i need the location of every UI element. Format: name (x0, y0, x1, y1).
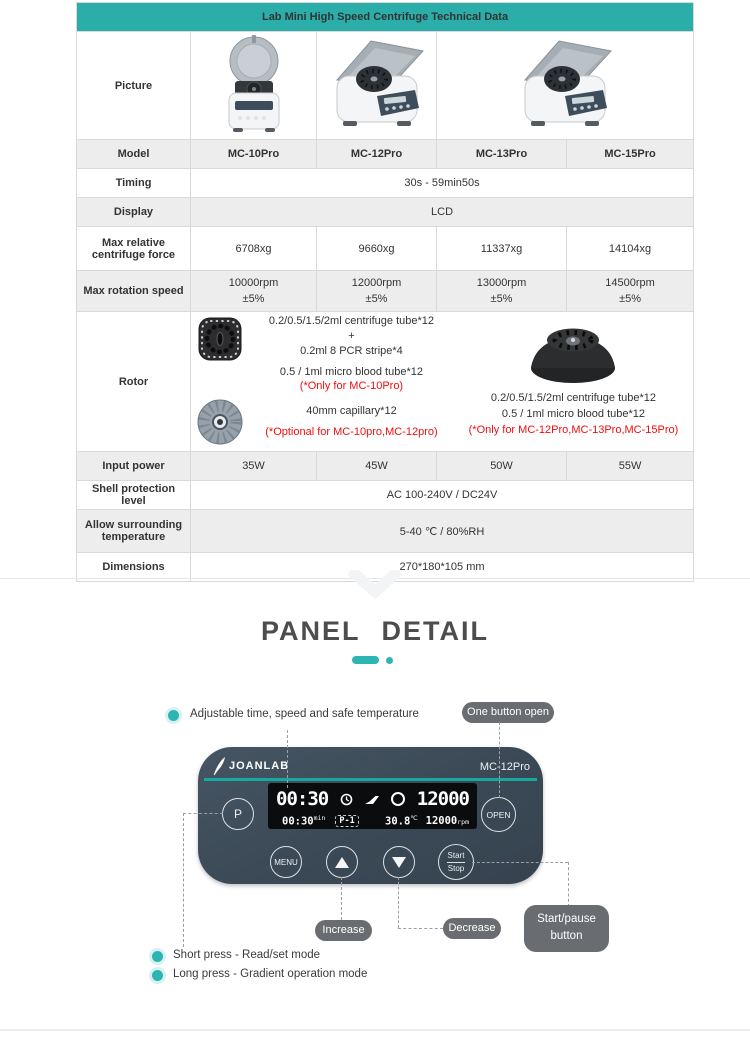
lcd-speed-small: 12000rpm (425, 814, 469, 827)
heading-underline-dot (386, 657, 393, 664)
centrifuge-front-illustration (214, 34, 294, 134)
model-cell: MC-13Pro (437, 140, 567, 169)
row-label-shell: Shell protection level (77, 481, 191, 510)
row-label-dimensions: Dimensions (77, 553, 191, 582)
capillary-rotor-icon (194, 396, 246, 449)
model-cell: MC-15Pro (567, 140, 694, 169)
square-rotor-icon (194, 314, 246, 365)
page-bottom-divider (0, 1029, 750, 1031)
lcd-temperature: 30.8℃ (385, 813, 418, 828)
lcd-program: P-1 (335, 815, 358, 827)
row-label-force: Max relative centrifuge force (77, 227, 191, 271)
callout-line-increase (341, 877, 342, 920)
callout-line-p-v (183, 813, 184, 947)
brand-name: JOANLAB (229, 760, 290, 772)
row-label-temperature: Allow surrounding temperature (77, 510, 191, 553)
table-title: Lab Mini High Speed Centrifuge Technical Data (77, 3, 694, 32)
speed-cell: 14500rpm ±5% (567, 271, 694, 312)
force-row (77, 227, 694, 271)
bullet-long-press: Long press - Gradient operation mode (173, 968, 368, 980)
callout-line-startpause-h (472, 862, 568, 863)
power-cell: 55W (567, 452, 694, 481)
heading-underline-dash (352, 656, 379, 664)
rotor-left-line1: 0.2/0.5/1.5/2ml centrifuge tube*12 (268, 315, 435, 327)
speed-cell: 12000rpm ±5% (317, 271, 437, 312)
menu-button[interactable]: MENU (270, 846, 302, 878)
rotor-left-plus: + (348, 329, 355, 342)
bullet-dot-icon (168, 710, 179, 721)
temperature-value: 5-40 ℃ / 80%RH (191, 510, 694, 553)
bullet-dot-icon (152, 951, 163, 962)
chevron-down-icon (345, 570, 405, 604)
model-row (77, 140, 694, 169)
rotor-angle-icon (364, 794, 380, 805)
rotor-capillary-line: 40mm capillary*12 (306, 405, 397, 418)
callout-adjustable: Adjustable time, speed and safe temperature (190, 708, 419, 720)
temperature-row (77, 510, 694, 553)
cone-rotor-icon (525, 314, 621, 391)
brand-logo (212, 756, 289, 776)
rotor-cell (191, 312, 694, 452)
bullet-dot-icon (152, 970, 163, 981)
badge-decrease: Decrease (443, 918, 501, 939)
rotor-capillary-note: (*Optional for MC-10pro,MC-12pro) (265, 426, 438, 439)
spec-table (76, 2, 694, 582)
callout-line-decrease-h (398, 928, 443, 929)
p-button[interactable]: P (222, 798, 254, 830)
bullet-short-press: Short press - Read/set mode (173, 949, 321, 961)
callout-line-p-h (183, 813, 223, 814)
model-cell: MC-12Pro (317, 140, 437, 169)
row-label-picture: Picture (77, 32, 191, 140)
centrifuge-open-illustration (509, 34, 621, 134)
timing-row (77, 169, 694, 198)
panel-detail-heading: PANEL DETAIL (260, 616, 489, 646)
force-cell: 9660xg (317, 227, 437, 271)
lcd-speed-big: 12000 (416, 788, 469, 810)
badge-startpause: Start/pause button (524, 905, 609, 952)
badge-increase: Increase (315, 920, 372, 941)
speed-row (77, 271, 694, 312)
arrow-down-icon (392, 857, 406, 868)
rotor-right-line1: 0.2/0.5/1.5/2ml centrifuge tube*12 (490, 392, 657, 404)
arrow-up-icon (335, 857, 349, 868)
row-label-timing: Timing (77, 169, 191, 198)
callout-line-startpause-v (568, 862, 569, 907)
shell-row (77, 481, 694, 510)
rotor-right-note: (*Only for MC-12Pro,MC-13Pro,MC-15Pro) (468, 423, 679, 436)
force-cell: 11337xg (437, 227, 567, 271)
force-cell: 6708xg (191, 227, 317, 271)
speed-cell: 10000rpm ±5% (191, 271, 317, 312)
display-row (77, 198, 694, 227)
product-photo-mc10pro (191, 32, 317, 140)
force-cell: 14104xg (567, 227, 694, 271)
power-cell: 50W (437, 452, 567, 481)
row-label-speed: Max rotation speed (77, 271, 191, 312)
increase-button[interactable] (326, 846, 358, 878)
clock-icon (340, 793, 353, 806)
panel-model-label: MC-12Pro (479, 761, 530, 773)
speed-cell: 13000rpm ±5% (437, 271, 567, 312)
power-cell: 35W (191, 452, 317, 481)
feather-icon (212, 756, 226, 776)
rotor-left-note: (*Only for MC-10Pro) (299, 380, 404, 393)
shell-value: AC 100-240V / DC24V (191, 481, 694, 510)
dimensions-value: 270*180*105 mm (191, 553, 694, 582)
callout-line-open (499, 722, 500, 798)
row-label-model: Model (77, 140, 191, 169)
panel-accent-line (204, 778, 537, 781)
product-photo-mc13pro-mc15pro (437, 32, 694, 140)
rotor-ring-icon (391, 792, 405, 806)
callout-line-decrease-v (398, 877, 399, 928)
rotor-right-line2: 0.5 / 1ml micro blood tube*12 (501, 407, 646, 420)
rotor-row (77, 312, 694, 452)
row-label-power: Input power (77, 452, 191, 481)
decrease-button[interactable] (383, 846, 415, 878)
product-photo-mc12pro (317, 32, 437, 140)
lcd-time-small: $00:30^{min}$ (282, 813, 326, 828)
model-cell: MC-10Pro (191, 140, 317, 169)
row-label-display: Display (77, 198, 191, 227)
centrifuge-control-panel (198, 747, 543, 884)
row-label-rotor: Rotor (77, 312, 191, 452)
rotor-left-line3: 0.5 / 1ml micro blood tube*12 (279, 365, 423, 378)
start-stop-button[interactable]: Start Stop (438, 844, 474, 880)
rotor-left-line2: 0.2ml 8 PCR stripe*4 (300, 344, 403, 357)
picture-row (77, 32, 694, 140)
callout-line-adjustable (287, 730, 288, 788)
lcd-display (268, 783, 477, 829)
power-cell: 45W (317, 452, 437, 481)
power-row (77, 452, 694, 481)
badge-one-button-open: One button open (462, 702, 554, 723)
display-value: LCD (191, 198, 694, 227)
lcd-time-big: 00:30 (276, 788, 329, 810)
open-button[interactable]: OPEN (481, 797, 516, 832)
timing-value: 30s - 59min50s (191, 169, 694, 198)
centrifuge-open-illustration (321, 34, 433, 134)
